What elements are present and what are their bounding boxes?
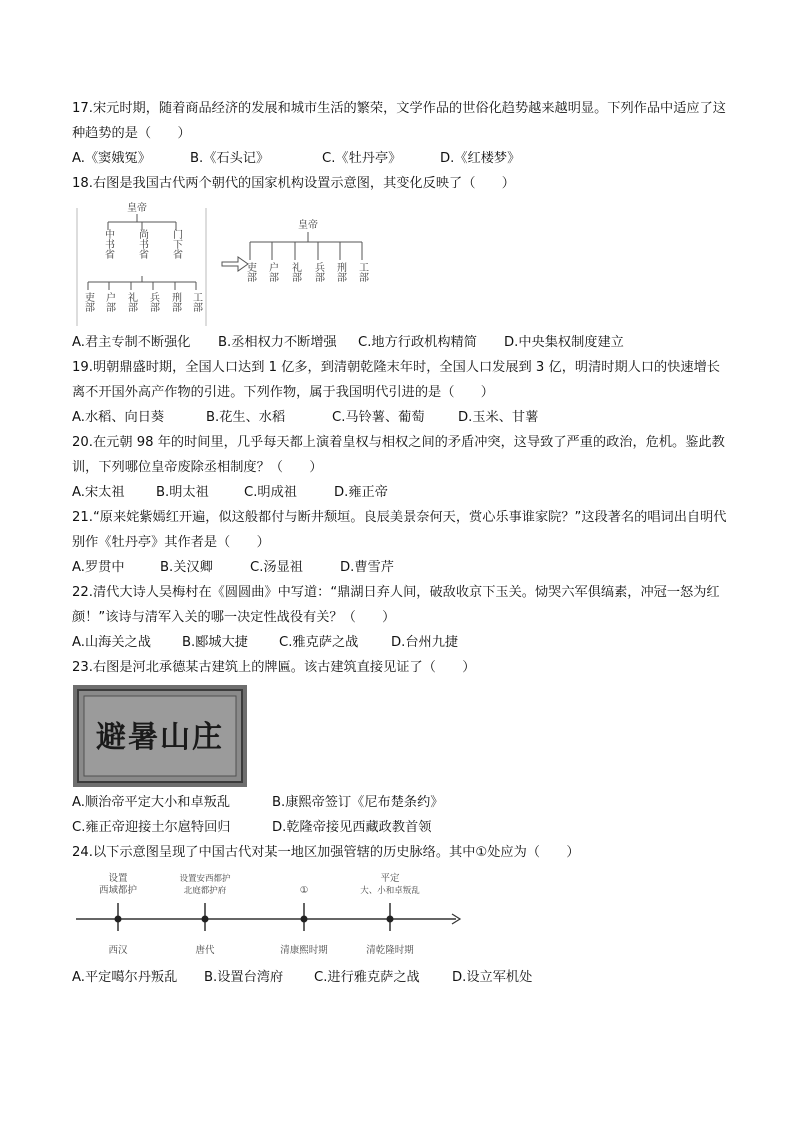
question-options bbox=[72, 630, 732, 655]
timeline-node bbox=[115, 916, 122, 923]
option-c[interactable]: C.《牡丹亭》 bbox=[322, 151, 402, 166]
option-b[interactable]: B.郾城大捷 bbox=[182, 635, 248, 650]
option-a[interactable]: A.罗贯中 bbox=[72, 560, 125, 575]
era-4: 清乾隆时期 bbox=[366, 945, 414, 956]
right-ministry-1: 吏部 bbox=[244, 262, 256, 282]
option-d[interactable]: D.雍正帝 bbox=[334, 485, 388, 500]
left-emperor: 皇帝 bbox=[127, 203, 147, 214]
option-d[interactable]: D.玉米、甘薯 bbox=[458, 410, 539, 425]
question-20 bbox=[72, 430, 732, 505]
option-c[interactable]: C.明成祖 bbox=[244, 485, 297, 500]
option-d[interactable]: D.设立军机处 bbox=[452, 970, 533, 985]
era-2: 唐代 bbox=[195, 945, 215, 956]
question-stem: 18.右图是我国古代两个朝代的国家机构设置示意图，其变化反映了（ ） bbox=[72, 176, 515, 191]
question-18 bbox=[72, 171, 732, 355]
question-17 bbox=[72, 96, 732, 171]
question-24 bbox=[72, 840, 732, 990]
question-options bbox=[72, 555, 732, 580]
left-ministry-2: 户部 bbox=[103, 292, 115, 312]
question-options bbox=[72, 146, 732, 171]
plaque-image bbox=[72, 684, 248, 788]
left-mid-1: 中书省 bbox=[102, 229, 114, 259]
right-emperor: 皇帝 bbox=[298, 220, 318, 231]
option-c[interactable]: C.雅克萨之战 bbox=[279, 635, 359, 650]
option-c[interactable]: C.马铃薯、葡萄 bbox=[332, 410, 425, 425]
question-21 bbox=[72, 505, 732, 580]
event-4-line1: 平定 bbox=[380, 873, 400, 884]
left-bottom-layer bbox=[83, 291, 203, 313]
option-a[interactable]: A.平定噶尔丹叛乱 bbox=[72, 970, 178, 985]
figure-plaque bbox=[72, 684, 732, 788]
plaque-text: 避暑山庄 bbox=[96, 720, 224, 755]
option-a[interactable]: A.山海关之战 bbox=[72, 635, 151, 650]
option-b[interactable]: B.花生、水稻 bbox=[206, 410, 286, 425]
timeline-diagram bbox=[72, 869, 462, 963]
left-ministry-6: 工部 bbox=[190, 292, 202, 312]
institution-diagram bbox=[72, 200, 372, 328]
option-a[interactable]: A.《窦娥冤》 bbox=[72, 151, 151, 166]
timeline-node bbox=[202, 916, 209, 923]
question-options-row2 bbox=[72, 815, 732, 840]
option-b[interactable]: B.设置台湾府 bbox=[204, 970, 284, 985]
left-ministry-3: 礼部 bbox=[125, 292, 137, 312]
question-22 bbox=[72, 580, 732, 655]
question-options bbox=[72, 965, 732, 990]
event-2: 设置安西都护北庭都护府 bbox=[179, 874, 231, 896]
question-23 bbox=[72, 655, 732, 840]
question-stem: 21.“原来姹紫嫣红开遍，似这般都付与断井颓垣。良辰美景奈何天，赏心乐事谁家院？”这段著名的唱词出自明代别作《牡丹亭》其作者是（ ） bbox=[72, 510, 727, 550]
option-d[interactable]: D.《红楼梦》 bbox=[440, 151, 521, 166]
left-mid-2: 尚书省 bbox=[136, 229, 148, 259]
option-c[interactable]: C.地方行政机构精简 bbox=[358, 335, 477, 350]
question-options bbox=[72, 330, 732, 355]
era-3: 清康熙时期 bbox=[280, 945, 328, 956]
right-ministry-4: 兵部 bbox=[312, 262, 324, 282]
right-ministry-6: 工部 bbox=[356, 262, 368, 282]
question-options bbox=[72, 790, 732, 815]
question-19 bbox=[72, 355, 732, 430]
exam-page bbox=[72, 96, 732, 990]
option-b[interactable]: B.丞相权力不断增强 bbox=[218, 335, 337, 350]
option-b[interactable]: B.明太祖 bbox=[156, 485, 209, 500]
option-d[interactable]: D.乾隆帝接见西藏政教首领 bbox=[272, 820, 432, 835]
event-1: 西域都护 bbox=[98, 885, 138, 896]
question-stem: 22.清代大诗人吴梅村在《圆圆曲》中写道：“鼎湖日弃人间，破敌收京下玉关。恸哭六军俱缟素，冲冠一怒为红颜！”该诗与清军入关的哪一决定性战役有关？（ ） bbox=[72, 585, 720, 625]
left-ministry-1: 吏部 bbox=[82, 292, 94, 312]
right-bottom-layer bbox=[245, 261, 369, 283]
question-stem: 23.右图是河北承德某古建筑上的牌匾。该古建筑直接见证了（ ） bbox=[72, 660, 476, 675]
timeline-node bbox=[301, 916, 308, 923]
left-mid-3: 门下省 bbox=[170, 229, 182, 259]
option-c[interactable]: C.汤显祖 bbox=[250, 560, 303, 575]
left-ministry-5: 刑部 bbox=[169, 292, 181, 312]
option-d[interactable]: D.台州九捷 bbox=[391, 635, 459, 650]
option-b[interactable]: B.康熙帝签订《尼布楚条约》 bbox=[272, 795, 444, 810]
question-stem: 24.以下示意图呈现了中国古代对某一地区加强管辖的历史脉络。其中①处应为（ ） bbox=[72, 845, 580, 860]
option-a[interactable]: A.顺治帝平定大小和卓叛乱 bbox=[72, 795, 231, 810]
left-mid-layer bbox=[103, 228, 183, 260]
figure-institutions bbox=[72, 200, 732, 328]
option-d[interactable]: D.曹雪芹 bbox=[340, 560, 394, 575]
option-c[interactable]: C.雍正帝迎接土尔扈特回归 bbox=[72, 820, 231, 835]
option-a[interactable]: A.宋太祖 bbox=[72, 485, 125, 500]
right-ministry-3: 礼部 bbox=[289, 262, 301, 282]
figure-timeline bbox=[72, 869, 732, 963]
era-1: 西汉 bbox=[108, 945, 128, 956]
question-stem: 17.宋元时期，随着商品经济的发展和城市生活的繁荣，文学作品的世俗化趋势越来越明显。下列作品中适应了这种趋势的是（ ） bbox=[72, 101, 726, 141]
option-a[interactable]: A.君主专制不断强化 bbox=[72, 335, 191, 350]
option-b[interactable]: B.《石头记》 bbox=[190, 151, 270, 166]
event-4: 大、小和卓叛乱 bbox=[360, 886, 420, 896]
event-3: ① bbox=[299, 885, 309, 896]
option-b[interactable]: B.关汉卿 bbox=[160, 560, 213, 575]
question-stem: 20.在元朝 98 年的时间里，几乎每天都上演着皇权与相权之间的矛盾冲突，这导致了严重的政治，危机。鉴此教训，下列哪位皇帝废除丞相制度？（ ） bbox=[72, 435, 725, 475]
question-options bbox=[72, 405, 732, 430]
right-ministry-5: 刑部 bbox=[334, 262, 346, 282]
option-d[interactable]: D.中央集权制度建立 bbox=[504, 335, 624, 350]
event-1-line1: 设置 bbox=[108, 873, 128, 884]
left-ministry-4: 兵部 bbox=[147, 292, 159, 312]
question-stem: 19.明朝鼎盛时期，全国人口达到 1 亿多，到清朝乾隆末年时，全国人口发展到 3 亿，明清时期人口的快速增长离不开国外高产作物的引进。下列作物，属于我国明代引进的是（ ） bbox=[72, 360, 720, 400]
right-ministry-2: 户部 bbox=[266, 262, 278, 282]
option-a[interactable]: A.水稻、向日葵 bbox=[72, 410, 165, 425]
timeline-node bbox=[387, 916, 394, 923]
question-options bbox=[72, 480, 732, 505]
option-c[interactable]: C.进行雅克萨之战 bbox=[314, 970, 420, 985]
